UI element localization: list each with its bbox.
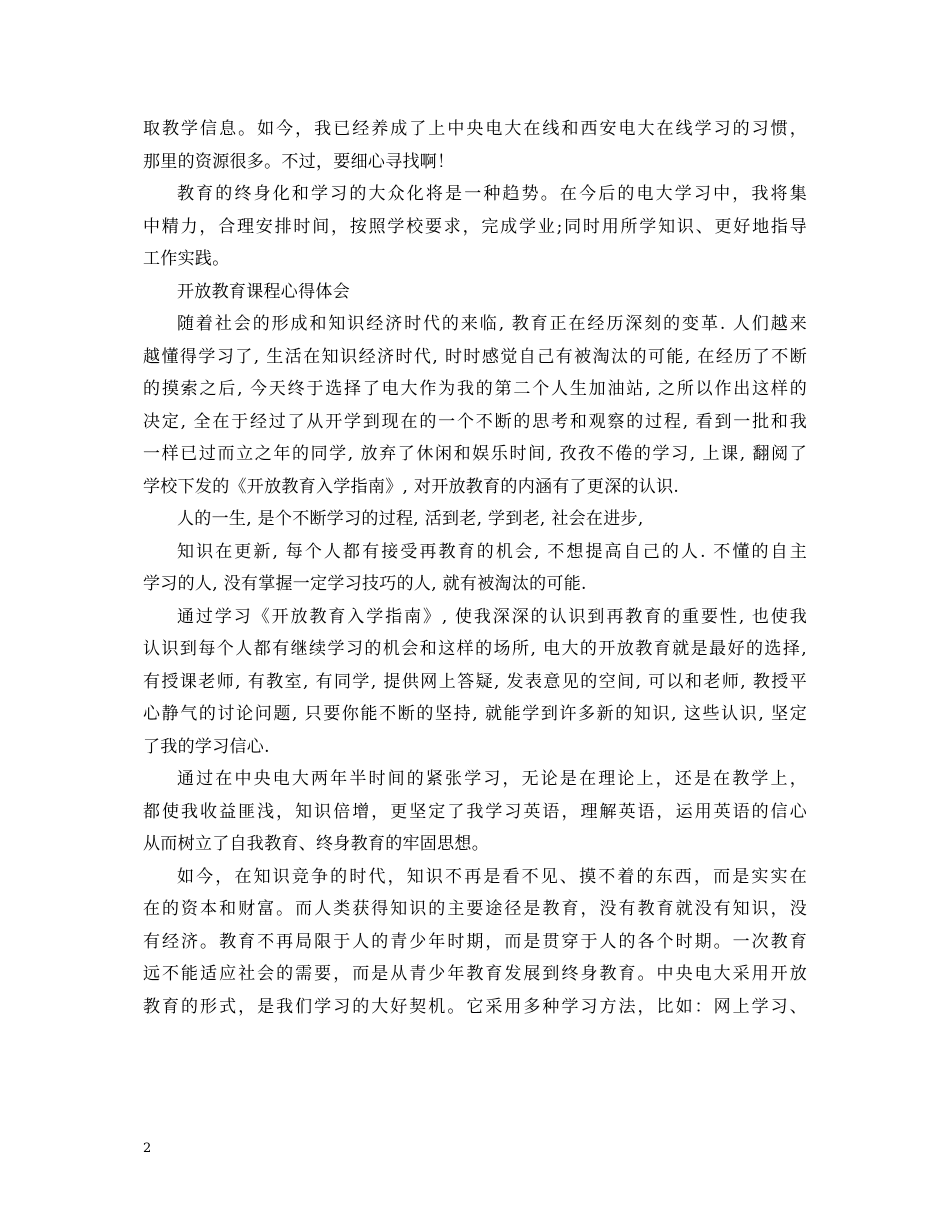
paragraph-3: [143, 308, 807, 503]
text-line: 心静气的讨论问题, 只要你能不断的坚持, 就能学到许多新的知识, 这些认识, 坚定: [143, 704, 807, 724]
text-line: 一样已过而立之年的同学, 放弃了休闲和娱乐时间, 孜孜不倦的学习, 上课, 翻阅了: [143, 444, 807, 464]
document-body: [143, 113, 807, 1023]
text-line: 如今，在知识竞争的时代，知识不再是看不见、摸不着的东西，而是实实在: [177, 866, 807, 887]
text-line: 那里的资源很多。不过，要细心寻找啊！: [143, 151, 455, 172]
page-number: 2: [143, 1141, 152, 1156]
text-line: 有经济。教育不再局限于人的青少年时期，而是贯穿于人的各个时期。一次教育: [143, 931, 807, 952]
paragraph-1: [143, 113, 807, 178]
paragraph-2: [143, 178, 807, 276]
text-line: 从而树立了自我教育、终身教育的牢固思想。: [143, 834, 489, 854]
text-line: 远不能适应社会的需要，而是从青少年教育发展到终身教育。中央电大采用开放: [143, 964, 807, 984]
text-line: 在的资本和财富。而人类获得知识的主要途径是教育，没有教育就没有知识，没: [143, 899, 807, 919]
text-line: 有授课老师, 有教室, 有同学, 提供网上答疑, 发表意见的空间, 可以和老师, 教授平: [143, 671, 807, 692]
text-line: 学校下发的《开放教育入学指南》, 对开放教育的内涵有了更深的认识.: [143, 476, 680, 497]
text-line: 知识在更新, 每个人都有接受再教育的机会, 不想提高自己的人. 不懂的自主: [177, 541, 807, 562]
text-line: 通过学习《开放教育入学指南》, 使我深深的认识到再教育的重要性, 也使我: [177, 606, 807, 627]
text-line: 教育的形式，是我们学习的大好契机。它采用多种学习方法，比如：网上学习、: [143, 996, 807, 1017]
text-line: 通过在中央电大两年半时间的紧张学习，无论是在理论上，还是在教学上，: [177, 769, 807, 789]
section-heading-text: 开放教育课程心得体会: [177, 281, 350, 302]
text-line: 随着社会的形成和知识经济时代的来临, 教育正在经历深刻的变革. 人们越来: [177, 314, 807, 334]
paragraph-4: [143, 503, 807, 536]
paragraph-5: [143, 536, 807, 601]
paragraph-6: [143, 601, 807, 764]
text-line: 取教学信息。如今，我已经养成了上中央电大在线和西安电大在线学习的习惯，: [143, 119, 807, 139]
paragraph-8: [143, 861, 807, 1024]
text-line: 的摸索之后, 今天终于选择了电大作为我的第二个人生加油站, 之所以作出这样的: [143, 379, 807, 399]
text-line: 了我的学习信心.: [143, 736, 270, 757]
text-line: 学习的人, 没有掌握一定学习技巧的人, 就有被淘汰的可能.: [143, 574, 587, 594]
text-line: 越懂得学习了, 生活在知识经济时代, 时时感觉自己有被淘汰的可能, 在经历了不断: [143, 346, 807, 367]
text-line: 都使我收益匪浅，知识倍增，更坚定了我学习英语，理解英语，运用英语的信心: [143, 801, 807, 822]
text-line: 中精力，合理安排时间，按照学校要求，完成学业;同时用所学知识、更好地指导: [143, 216, 807, 237]
text-line: 教育的终身化和学习的大众化将是一种趋势。在今后的电大学习中，我将集: [177, 184, 807, 204]
text-line: 决定, 全在于经过了从开学到现在的一个不断的思考和观察的过程, 看到一批和我: [143, 411, 807, 432]
text-line: 工作实践。: [143, 249, 230, 269]
text-line: 认识到每个人都有继续学习的机会和这样的场所, 电大的开放教育就是最好的选择,: [143, 639, 807, 659]
text-line: 人的一生, 是个不断学习的过程, 活到老, 学到老, 社会在进步,: [177, 509, 644, 529]
section-heading: [143, 276, 807, 309]
paragraph-7: [143, 763, 807, 861]
